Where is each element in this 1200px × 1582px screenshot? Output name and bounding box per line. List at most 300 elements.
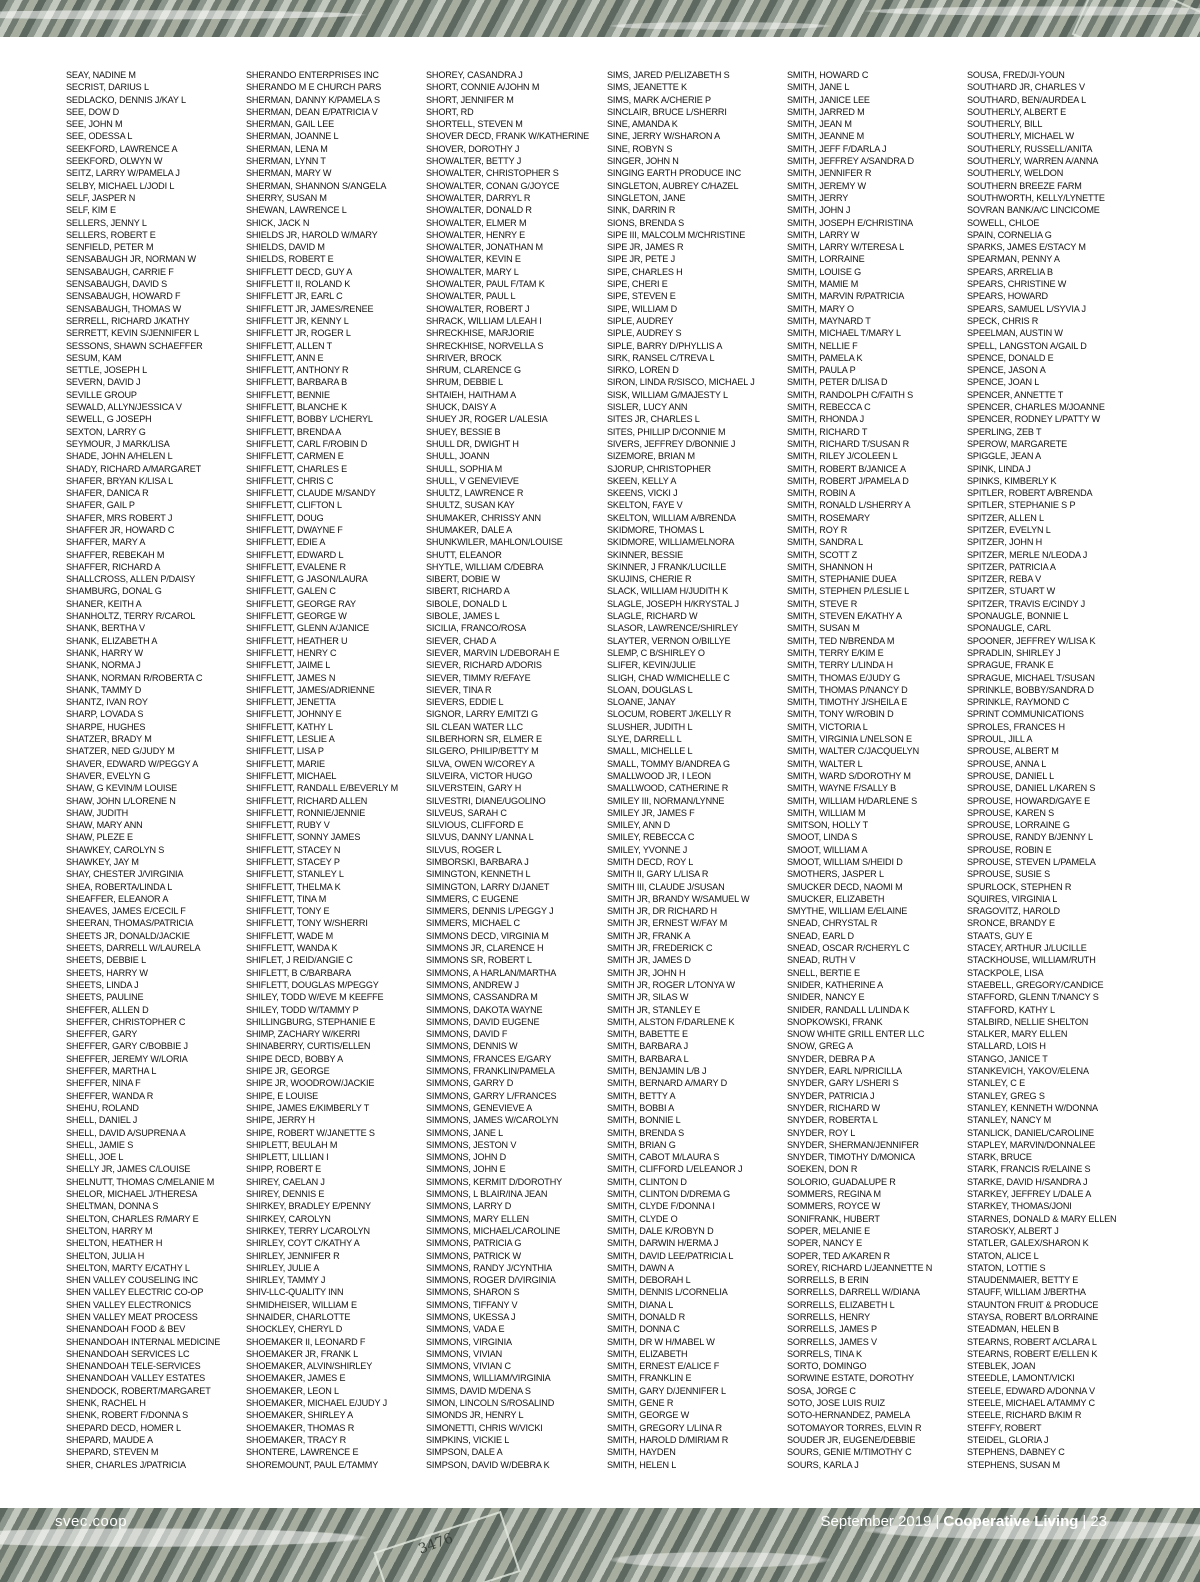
member-name: SIMMONS, VIVIAN C: [426, 1361, 511, 1372]
member-name: SHARP, LOVADA S: [66, 709, 144, 720]
member-name: SHAFFER, MARY A: [66, 537, 146, 548]
member-name: SIMMONS, DAKOTA WAYNE: [426, 1004, 543, 1015]
member-name: SHAWKEY, JAY M: [66, 857, 139, 867]
member-name: SMITH, SUSAN M: [787, 623, 860, 634]
member-name: STACEY, ARTHUR J/LUCILLE: [967, 943, 1087, 954]
member-name: SOUTHERLY, MICHAEL W: [967, 131, 1074, 142]
member-name: SMITH, STEPHEN P/LESLIE L: [787, 586, 910, 597]
member-name: SIPE JR, JAMES R: [607, 242, 684, 253]
member-name: SHAFFER, REBEKAH M: [66, 549, 165, 560]
member-name: SHMIDHEISER, WILLIAM E: [246, 1299, 357, 1310]
member-name: SHELTON, CHARLES R/MARY E: [66, 1213, 199, 1224]
member-name: SPROLES, FRANCES H: [967, 721, 1065, 732]
member-name: SMITH, WAYNE F/SALLY B: [787, 783, 897, 794]
bottom-banner-image: [0, 1508, 1200, 1582]
member-name: SPRINT COMMUNICATIONS: [967, 709, 1084, 720]
member-name: SHEETS, LINDA J: [66, 979, 139, 990]
member-name: SPEARS, HOWARD: [967, 291, 1048, 302]
member-name: SNIDER, RANDALL L/LINDA K: [787, 1004, 910, 1015]
member-name: SHILEY, TODD W/TAMMY P: [246, 1004, 359, 1015]
member-name: SMILEY, REBECCA C: [607, 832, 695, 843]
member-name: SPRINKLE, RAYMOND C: [967, 697, 1070, 708]
member-name: SMITH, RANDOLPH C/FAITH S: [787, 389, 914, 400]
member-name: SOTO-HERNANDEZ, PAMELA: [787, 1410, 911, 1421]
member-name: SHEA, ROBERTA/LINDA L: [66, 881, 173, 892]
member-name: SMITH, VIRGINIA L/NELSON E: [787, 734, 912, 745]
member-name: SINCLAIR, BRUCE L/SHERRI: [607, 106, 727, 117]
member-name: SLYE, DARRELL L: [607, 734, 682, 745]
member-name: SIMMONS, SHARON S: [426, 1287, 520, 1298]
member-name: SMITH, PETER D/LISA D: [787, 377, 888, 388]
member-name: SHANK, NORMA J: [66, 660, 141, 671]
member-name: STACKPOLE, LISA: [967, 967, 1044, 978]
member-name: SHERRY, SUSAN M: [246, 192, 327, 203]
member-name: STEARNS, ROBERT A/CLARA L: [967, 1336, 1097, 1347]
member-name: SPENCER, RODNEY L/PATTY W: [967, 414, 1101, 425]
member-name: SHIFFLETT, BRENDA A: [246, 426, 342, 437]
member-name: SHOVER, DOROTHY J: [426, 143, 520, 154]
member-name: SHANK, HARRY W: [66, 647, 143, 658]
member-name: SIMS, JEANETTE K: [607, 82, 687, 93]
member-name: SHEN VALLEY COUSELING INC: [66, 1275, 198, 1286]
member-name: SLAYTER, VERNON O/BILLYE: [607, 635, 731, 646]
member-name: SHORTELL, STEVEN M: [426, 119, 523, 130]
member-name: SPINK, LINDA J: [967, 463, 1031, 474]
member-name: SILVIOUS, CLIFFORD E: [426, 820, 524, 831]
member-name: SHAFER, MRS ROBERT J: [66, 512, 173, 523]
member-name: SHADY, RICHARD A/MARGARET: [66, 463, 202, 474]
member-name: SHIFFLETT, CHARLES E: [246, 463, 348, 474]
member-name: SHIFFLETT, BARBARA B: [246, 377, 348, 388]
member-name: SPITZER, STUART W: [967, 586, 1056, 597]
name-column-2: [246, 69, 421, 1471]
member-name: SHIFFLETT, RANDALL E/BEVERLY M: [246, 783, 398, 794]
member-name: SHIFFLETT, ANTHONY R: [246, 365, 349, 376]
member-name: SPONAUGLE, CARL: [967, 623, 1051, 634]
member-name: SOUTHERLY, WELDON: [967, 168, 1064, 179]
member-name: SIMONETTI, CHRIS W/VICKI: [426, 1422, 543, 1433]
member-name: SMITH, RICHARD T/SUSAN R: [787, 438, 910, 449]
member-name: SMITH, RICHARD T: [787, 426, 868, 437]
member-name: SHEPARD, MAUDE A: [66, 1434, 153, 1445]
member-name: SHAFER, BRYAN K/LISA L: [66, 475, 174, 486]
member-name: SMITH, JARRED M: [787, 106, 865, 117]
member-name: SHEETS, HARRY W: [66, 967, 148, 978]
member-name: SHIFFLETT, BLANCHE K: [246, 402, 348, 413]
member-name: SHEFFER, GARY C/BOBBIE J: [66, 1041, 188, 1052]
member-name: SIMMONS, DAVID EUGENE: [426, 1016, 540, 1027]
member-name: SMITH, HELEN L: [607, 1459, 677, 1470]
member-name: STAROSKY, ALBERT J: [967, 1225, 1059, 1236]
member-name: SIMMONS, GARRY L/FRANCES: [426, 1090, 557, 1101]
member-name: SHENANDOAH VALLEY ESTATES: [66, 1373, 206, 1384]
member-name: SPITZER, MERLE N/LEODA J: [967, 549, 1088, 560]
member-name: SNIDER, NANCY E: [787, 992, 865, 1003]
member-name: SHENDOCK, ROBERT/MARGARET: [66, 1385, 211, 1396]
member-name: SHUEY, BESSIE B: [426, 426, 501, 437]
member-name: SITES JR, CHARLES L: [607, 414, 700, 425]
member-name: SOTOMAYOR TORRES, ELVIN R: [787, 1422, 922, 1433]
member-name: SESUM, KAM: [66, 352, 122, 363]
member-name: SOREY, RICHARD L/JEANNETTE N: [787, 1262, 933, 1273]
member-name: SOMMERS, ROYCE W: [787, 1201, 881, 1212]
member-name: SMITH, MARY O: [787, 303, 854, 314]
member-name: SHIFFLETT, CARMEN E: [246, 451, 344, 462]
member-name: SNYDER, SHERMAN/JENNIFER: [787, 1139, 919, 1150]
member-name: SIEVER, MARVIN L/DEBORAH E: [426, 647, 560, 658]
member-name: SHONTERE, LAWRENCE E: [246, 1447, 359, 1458]
member-name: SIPE, CHARLES H: [607, 266, 683, 277]
member-name: SHORT, RD: [426, 106, 474, 117]
footer-separator: |: [1082, 1513, 1087, 1530]
member-name: SIRK, RANSEL C/TREVA L: [607, 352, 715, 363]
member-name: SHELTMAN, DONNA S: [66, 1201, 159, 1212]
member-name: SILVEUS, SARAH C: [426, 807, 507, 818]
member-name: SHIPE, JERRY H: [246, 1115, 315, 1126]
footer-separator: |: [935, 1513, 940, 1530]
member-name: STEPHENS, SUSAN M: [967, 1459, 1060, 1470]
member-name: SHEPARD, STEVEN M: [66, 1447, 159, 1458]
member-name: SPECK, CHRIS R: [967, 315, 1039, 326]
member-name: SMITH, JENNIFER R: [787, 168, 872, 179]
member-name: SIRKO, LOREN D: [607, 365, 679, 376]
member-name: SMITH, TED N/BRENDA M: [787, 635, 895, 646]
member-name: SMITH, ALSTON F/DARLENE K: [607, 1016, 735, 1027]
member-name: SMITH, GREGORY L/LINA R: [607, 1422, 722, 1433]
member-name: SOURS, GENIE M/TIMOTHY C: [787, 1447, 912, 1458]
member-name: SISK, WILLIAM G/MAJESTY L: [607, 389, 728, 400]
member-name: SHICK, JACK N: [246, 217, 310, 228]
member-name: SEVERN, DAVID J: [66, 377, 141, 388]
member-name: SLIFER, KEVIN/JULIE: [607, 660, 696, 671]
member-name: SHIFFLETT, JAMES N: [246, 672, 336, 683]
member-name: SHUMAKER, CHRISSY ANN: [426, 512, 541, 523]
member-name: SMITH, BONNIE L: [607, 1115, 681, 1126]
member-name: SMITH, BARBARA J: [607, 1041, 688, 1052]
member-name: SHERANDO ENTERPRISES INC: [246, 70, 379, 80]
member-name: SMITH, MAYNARD T: [787, 315, 871, 326]
member-name: SHUTT, ELEANOR: [426, 549, 502, 560]
member-name: SILVUS, ROGER L: [426, 844, 502, 855]
member-name: SPROUSE, KAREN S: [967, 807, 1055, 818]
member-name: SMITH, WILLIAM H/DARLENE S: [787, 795, 918, 806]
member-name: SHULL, V GENEVIEVE: [426, 475, 519, 486]
member-name: STATON, LOTTIE S: [967, 1262, 1046, 1273]
member-name: SIMMONS SR, ROBERT L: [426, 955, 532, 966]
member-name: SIRON, LINDA R/SISCO, MICHAEL J: [607, 377, 755, 388]
member-name: SHOEMAKER, MICHAEL E/JUDY J: [246, 1398, 387, 1409]
member-name: SOWELL, CHLOE: [967, 217, 1040, 228]
name-column-1: [66, 69, 241, 1471]
member-name: SELBY, MICHAEL L/JODI L: [66, 180, 175, 191]
member-name: SHTAIEH, HAITHAM A: [426, 389, 517, 400]
member-name: SHEN VALLEY MEAT PROCESS: [66, 1311, 198, 1322]
member-name: SHULL DR, DWIGHT H: [426, 438, 519, 449]
member-name: SHIRLEY, TAMMY J: [246, 1275, 326, 1286]
member-name: SOLORIO, GUADALUPE R: [787, 1176, 896, 1187]
member-name: SMITH, ELIZABETH: [607, 1348, 688, 1359]
member-name: SIMMONS, JAMES W/CAROLYN: [426, 1115, 559, 1126]
member-name: SMITH, LORRAINE: [787, 254, 865, 265]
banknote-serial: 3476: [416, 1530, 456, 1558]
member-name: SHELOR, MICHAEL J/THERESA: [66, 1189, 198, 1200]
member-name: SMOOT, LINDA S: [787, 832, 858, 843]
member-name: SMUCKER DECD, NAOMI M: [787, 881, 903, 892]
member-name: SMITH, WALTER L: [787, 758, 863, 769]
member-name: SENSABAUGH, HOWARD F: [66, 291, 181, 302]
member-name: SELF, KIM E: [66, 205, 116, 216]
member-name: SMITH II, GARY L/LISA R: [607, 869, 709, 880]
member-name: SHIFFLETT, TONY E: [246, 906, 330, 917]
member-name: SHEFFER, JEREMY W/LORIA: [66, 1053, 188, 1064]
member-name: SIMPSON, DAVID W/DEBRA K: [426, 1459, 550, 1470]
member-name: SMITH, JEANNE M: [787, 131, 865, 142]
member-name: STEIDEL, GLORIA J: [967, 1434, 1049, 1445]
member-name: SIMMONS, ROGER D/VIRGINIA: [426, 1275, 556, 1286]
member-name: STACKHOUSE, WILLIAM/RUTH: [967, 955, 1096, 966]
member-name: SMALLWOOD JR, I LEON: [607, 770, 711, 781]
member-name: SMOOT, WILLIAM A: [787, 844, 868, 855]
member-name: SHIV-LLC-QUALITY INN: [246, 1287, 344, 1298]
member-name: SHIFFLETT, CLAUDE M/SANDY: [246, 488, 376, 499]
member-name: SHIPE, JAMES E/KIMBERLY T: [246, 1102, 370, 1113]
member-name: SIBERT, RICHARD A: [426, 586, 510, 597]
member-name: SMITH, ROBERT B/JANICE A: [787, 463, 906, 474]
member-name: SHELLY JR, JAMES C/LOUISE: [66, 1164, 191, 1175]
member-name: SPRINKLE, BOBBY/SANDRA D: [967, 684, 1094, 695]
member-name: SHELTON, HEATHER H: [66, 1238, 163, 1249]
member-name: SILGERO, PHILIP/BETTY M: [426, 746, 539, 757]
member-name: STAYSA, ROBERT B/LORRAINE: [967, 1311, 1099, 1322]
member-name: SHIFFLETT JR, ROGER L: [246, 328, 351, 339]
member-name: STANLEY, NANCY M: [967, 1115, 1052, 1126]
member-name: SMITH, STEVEN E/KATHY A: [787, 611, 902, 622]
member-name: SHIFFLETT, JAMES/ADRIENNE: [246, 684, 375, 695]
member-name: SMITH JR, JOHN H: [607, 967, 686, 978]
member-name: SHORT, JENNIFER M: [426, 94, 514, 105]
member-name: SHIFFLETT, MARIE: [246, 758, 325, 769]
member-name: SHAFFER JR, HOWARD C: [66, 524, 175, 535]
member-name: SNOPKOWSKI, FRANK: [787, 1016, 883, 1027]
member-name: STARKE, DAVID H/SANDRA J: [967, 1176, 1088, 1187]
member-name: SIMMS, DAVID M/DENA S: [426, 1385, 531, 1396]
member-name: SEITZ, LARRY W/PAMELA J: [66, 168, 180, 179]
member-name: SPENCER, ANNETTE T: [967, 389, 1064, 400]
member-name: SIBERT, DOBIE W: [426, 574, 500, 585]
member-name: STARKEY, JEFFREY L/DALE A: [967, 1189, 1092, 1200]
member-name: SHENANDOAH TELE-SERVICES: [66, 1361, 201, 1372]
member-name: SIBOLE, JAMES L: [426, 611, 500, 622]
member-name: SPROUSE, DANIEL L: [967, 770, 1055, 781]
member-name: SPAIN, CORNELIA G: [967, 229, 1052, 240]
member-name: SHEFFER, ALLEN D: [66, 1004, 149, 1015]
member-name: STEADMAN, HELEN B: [967, 1324, 1059, 1335]
member-name: SIMMONS, JANE L: [426, 1127, 504, 1138]
member-name: SHIFFLETT, EDIE A: [246, 537, 326, 548]
member-name: SKIDMORE, WILLIAM/ELNORA: [607, 537, 735, 548]
member-name: SHIREY, CAELAN J: [246, 1176, 325, 1187]
member-name: SMITH, ROY R: [787, 524, 848, 535]
page-number: 23: [1090, 1513, 1107, 1530]
member-name: SMITH, WILLIAM M: [787, 807, 866, 818]
name-column-6: [967, 69, 1142, 1471]
member-name: SHIELDS, ROBERT E: [246, 254, 334, 265]
member-name: SHOEMAKER, TRACY R: [246, 1434, 347, 1445]
member-name: SHOWALTER, CONAN G/JOYCE: [426, 180, 560, 191]
member-name: SHIFFLETT, THELMA K: [246, 881, 341, 892]
member-name: SHIFLETT, DOUGLAS M/PEGGY: [246, 979, 379, 990]
member-name: SMILEY JR, JAMES F: [607, 807, 695, 818]
member-name: SHUEY JR, ROGER L/ALESIA: [426, 414, 548, 425]
member-name: SILVEIRA, VICTOR HUGO: [426, 770, 533, 781]
member-name: SMITH, DEBORAH L: [607, 1275, 691, 1286]
member-name: SMITH, TIMOTHY J/SHEILA E: [787, 697, 908, 708]
member-name: SHEWAN, LAWRENCE L: [246, 205, 347, 216]
member-name: STALLARD, LOIS H: [967, 1041, 1046, 1052]
member-name: SMITH JR, JAMES D: [607, 955, 691, 966]
member-name: SMITH, MARVIN R/PATRICIA: [787, 291, 905, 302]
member-name: SHOEMAKER, SHIRLEY A: [246, 1410, 354, 1421]
member-name: SHIFFLETT, KATHY L: [246, 721, 333, 732]
member-name: SHEFFER, CHRISTOPHER C: [66, 1016, 186, 1027]
member-name: SMUCKER, ELIZABETH: [787, 893, 885, 904]
member-name: SENSABAUGH JR, NORMAN W: [66, 254, 196, 265]
member-name: SILVERSTEIN, GARY H: [426, 783, 522, 794]
member-name: SIMMONS, UKESSA J: [426, 1311, 516, 1322]
member-name: SHIFFLETT, CLIFTON L: [246, 500, 342, 511]
member-name: STAUFF, WILLIAM J/BERTHA: [967, 1287, 1086, 1298]
member-name: SOTO, JOSE LUIS RUIZ: [787, 1398, 885, 1409]
member-name: SHIFFLETT JR, JAMES/RENEE: [246, 303, 374, 314]
member-name: SMITH, PAMELA K: [787, 352, 863, 363]
member-name: SMITH, BOBBI A: [607, 1102, 675, 1113]
member-name: SHOVER DECD, FRANK W/KATHERINE: [426, 131, 590, 142]
member-name: SLAGLE, RICHARD W: [607, 611, 698, 622]
member-name: SHER, CHARLES J/PATRICIA: [66, 1459, 186, 1470]
member-name: SOSA, JORGE C: [787, 1385, 856, 1396]
member-name: SNYDER, GARY L/SHERI S: [787, 1078, 899, 1089]
member-name: SIMMONS, WILLIAM/VIRGINIA: [426, 1373, 551, 1384]
member-name: SPRAGUE, MICHAEL T/SUSAN: [967, 672, 1095, 683]
member-name: SMITH, CLINTON D/DREMA G: [607, 1189, 731, 1200]
member-name: SIMMONS, MICHAEL/CAROLINE: [426, 1225, 561, 1236]
member-name: SIBOLE, DONALD L: [426, 598, 507, 609]
member-name: SNEAD, CHRYSTAL R: [787, 918, 878, 929]
member-name: SNEAD, OSCAR R/CHERYL C: [787, 943, 910, 954]
member-name: SIMMERS, C EUGENE: [426, 893, 519, 904]
member-name: SMITH, JOHN J: [787, 205, 851, 216]
member-name: SHORT, CONNIE A/JOHN M: [426, 82, 540, 93]
member-name: SOEKEN, DON R: [787, 1164, 858, 1175]
member-name: SINGER, JOHN N: [607, 156, 679, 167]
member-name: SHIFFLETT, GEORGE RAY: [246, 598, 356, 609]
member-name: SIMMONS, JOHN D: [426, 1152, 507, 1163]
member-name: SMITH, LARRY W: [787, 229, 860, 240]
member-name: SHOEMAKER, LEON L: [246, 1385, 339, 1396]
member-name: SHADE, JOHN A/HELEN L: [66, 451, 173, 462]
member-name: SPROUSE, ALBERT M: [967, 746, 1059, 757]
member-name: SHIFLET, J REID/ANGIE C: [246, 955, 353, 966]
member-name: STAATS, GUY E: [967, 930, 1033, 941]
member-name: SHIREY, DENNIS E: [246, 1189, 325, 1200]
member-name: SEVILLE GROUP: [66, 389, 137, 400]
member-name: SMITH, DAWN A: [607, 1262, 674, 1273]
member-name: SIONS, BRENDA S: [607, 217, 685, 228]
member-name: STANLICK, DANIEL/CAROLINE: [967, 1127, 1094, 1138]
member-name: SHIFFLETT, CARL F/ROBIN D: [246, 438, 368, 449]
member-name: SILVUS, DANNY L/ANNA L: [426, 832, 534, 843]
member-name: STAUDENMAIER, BETTY E: [967, 1275, 1079, 1286]
member-name: SHEAVES, JAMES E/CECIL F: [66, 906, 186, 917]
member-name: SOUTHWORTH, KELLY/LYNETTE: [967, 192, 1105, 203]
member-name: SIPE JR, PETE J: [607, 254, 675, 265]
member-name: SHATZER, NED G/JUDY M: [66, 746, 175, 757]
member-name: SIMINGTON, LARRY D/JANET: [426, 881, 550, 892]
member-name: SMITH, LOUISE G: [787, 266, 862, 277]
member-name: SMITH, JEAN M: [787, 119, 852, 130]
member-name: SOPER, MELANIE E: [787, 1225, 871, 1236]
member-name: SMITSON, HOLLY T: [787, 820, 868, 831]
member-name: SNOW WHITE GRILL ENTER LLC: [787, 1029, 925, 1040]
member-name: SIMMONS, JESTON V: [426, 1139, 517, 1150]
member-name: SORTO, DOMINGO: [787, 1361, 867, 1372]
member-name: SIMMONS JR, CLARENCE H: [426, 943, 544, 954]
member-name: SLOANE, JANAY: [607, 697, 676, 708]
member-name: SMITH, JOSEPH E/CHRISTINA: [787, 217, 914, 228]
member-name: SEEKFORD, LAWRENCE A: [66, 143, 178, 154]
member-name: SITES, PHILLIP D/CONNIE M: [607, 426, 726, 437]
member-name: SIEVER, RICHARD A/DORIS: [426, 660, 542, 671]
member-name: SNYDER, EARL N/PRICILLA: [787, 1066, 902, 1077]
member-name: SOVRAN BANK/A/C LINCICOME: [967, 205, 1100, 216]
member-name: SMITH, BERNARD A/MARY D: [607, 1078, 728, 1089]
member-name: SNIDER, KATHERINE A: [787, 979, 884, 990]
member-name: SHERMAN, LYNN T: [246, 156, 326, 167]
member-name: SHIPE DECD, BOBBY A: [246, 1053, 344, 1064]
member-name: SMITH JR, BRANDY W/SAMUEL W: [607, 893, 750, 904]
member-name: SLASOR, LAWRENCE/SHIRLEY: [607, 623, 738, 634]
member-name: SHELL, JOE L: [66, 1152, 124, 1163]
member-name: SIMMONS, DENNIS W: [426, 1041, 518, 1052]
member-name: SILVESTRI, DIANE/UGOLINO: [426, 795, 546, 806]
member-name: SESSONS, SHAWN SCHAEFFER: [66, 340, 203, 351]
member-name: SHAW, JOHN L/LORENE N: [66, 795, 176, 806]
member-name: SMITH, DALE K/ROBYN D: [607, 1225, 714, 1236]
member-name: SHENANDOAH SERVICES LC: [66, 1348, 190, 1359]
member-name: SPROUSE, DANIEL L/KAREN S: [967, 783, 1096, 794]
member-name: SHOWALTER, PAUL F/TAM K: [426, 279, 545, 290]
member-name: SHIRLEY, JULIE A: [246, 1262, 320, 1273]
member-name: SLACK, WILLIAM H/JUDITH K: [607, 586, 729, 597]
member-name: SMITH, DENNIS L/CORNELIA: [607, 1287, 728, 1298]
member-name: SHAVER, EVELYN G: [66, 770, 151, 781]
member-name: SHILEY, TODD W/EVE M KEEFFE: [246, 992, 384, 1003]
member-name: SINE, ROBYN S: [607, 143, 673, 154]
member-name: SEAY, NADINE M: [66, 70, 136, 80]
member-name: SINGLETON, AUBREY C/HAZEL: [607, 180, 739, 191]
member-name: SMITH, JERRY: [787, 192, 849, 203]
member-name: SMITH, NELLIE F: [787, 340, 858, 351]
member-name: SHRACK, WILLIAM L/LEAH I: [426, 315, 542, 326]
member-name: SIMMONS, GARRY D: [426, 1078, 514, 1089]
member-name: SHERMAN, SHANNON S/ANGELA: [246, 180, 387, 191]
member-name: SLOCUM, ROBERT J/KELLY R: [607, 709, 732, 720]
member-name: SHIRLEY, COYT C/KATHY A: [246, 1238, 360, 1249]
member-name: SEXTON, LARRY G: [66, 426, 146, 437]
member-name: SPURLOCK, STEPHEN R: [967, 881, 1072, 892]
member-name: STAEBELL, GREGORY/CANDICE: [967, 979, 1104, 990]
member-name: SPONAUGLE, BONNIE L: [967, 611, 1069, 622]
